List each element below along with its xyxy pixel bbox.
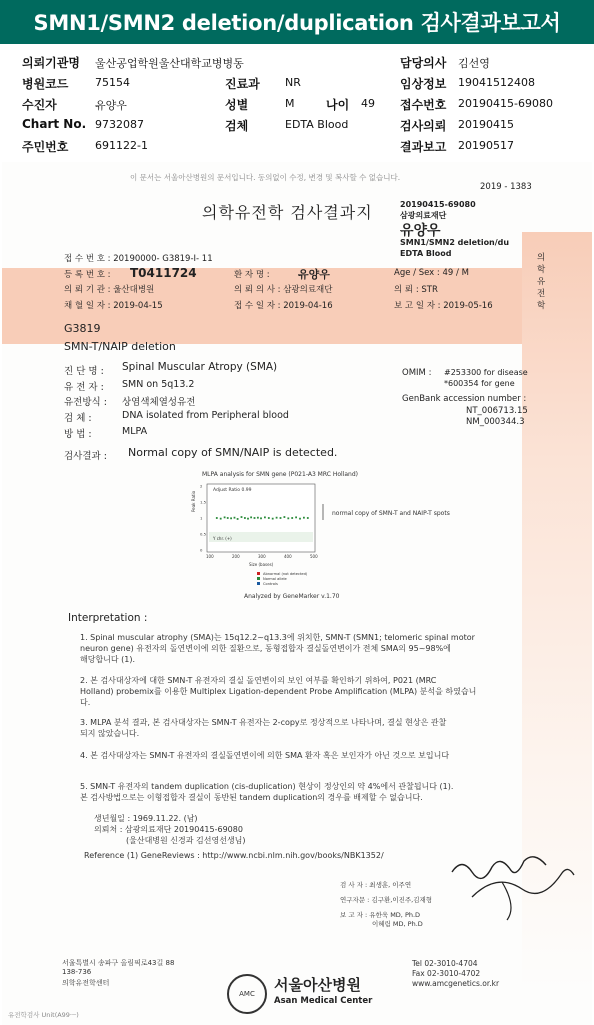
receipt-value: 20190415-69080 (458, 97, 553, 110)
chart-point (291, 517, 293, 519)
diagnosis: Spinal Muscular Atropy (SMA) (122, 361, 278, 373)
interp-5: 5. SMN-T 유전자의 tandem duplication (cis-duplication) 현상이 정상인의 약 4%에서 관찰됩니다 (1). (80, 782, 454, 791)
label-org: 삼광의료재단 (400, 211, 447, 220)
chart-point (264, 516, 266, 518)
test-code: G3819 (64, 322, 101, 335)
rrn-value: 691122-1 (95, 139, 148, 152)
interp-2b: Holland) probemix를 이용한 Multiplex Ligation-dependent Probe Amplification (MLPA) 분석을 하였습니 (80, 687, 477, 696)
patient-name: 유양우 (298, 268, 330, 281)
report-title-bar (0, 0, 594, 46)
chart-point (224, 516, 226, 518)
chart-x-tick: 200 (232, 554, 240, 559)
address-3: 의학유전학센터 (62, 979, 110, 987)
patient-value: 유양우 (95, 99, 127, 112)
chart-xlabel: Size (bases) (249, 562, 274, 567)
requesting-hospital: 의 뢰 기 관 : 울산대병원 (64, 285, 155, 295)
chart-x-tick: 300 (258, 554, 266, 559)
address-1: 서울특별시 송파구 올림픽로43길 88 (62, 959, 175, 967)
reference: Reference (1) GeneReviews : http://www.ncbi.nlm.nih.gov/books/NBK1352/ (84, 851, 384, 860)
report-date: 보 고 일 자 : 2019-05-16 (394, 301, 493, 311)
rrn-label: 주민번호 (22, 140, 69, 154)
method: MLPA (122, 426, 148, 437)
chart-x-tick: 500 (310, 554, 318, 559)
specimen-label: 검체 (225, 119, 249, 133)
clinical-value: 19041512408 (458, 76, 535, 89)
patient-label: 수진자 (22, 98, 57, 112)
inheritance: 상염색체열성유전 (122, 397, 196, 408)
requester: 의뢰처 : 삼광의료재단 20190415-69080 (94, 825, 243, 834)
specimen-value: EDTA Blood (285, 118, 349, 131)
chart-no-label: Chart No. (22, 117, 87, 131)
receive-date: 접 수 일 자 : 2019-04-16 (234, 301, 333, 311)
legend-swatch-abnormal (257, 572, 260, 575)
watermark-text: 이 문서는 서울아산병원의 문서입니다. 동의없이 수정, 변경 및 복사할 수 없습니다. (130, 173, 401, 182)
omim-disease: #253300 for disease (444, 368, 528, 377)
institution-value: 울산공업학원울산대학교병병동 (95, 57, 244, 70)
result-text: Normal copy of SMN/NAIP is detected. (128, 446, 338, 459)
interp-2c: 다. (80, 698, 91, 707)
request-label: 검사의뢰 (400, 119, 447, 133)
chart-point (299, 518, 301, 520)
chart-ylabel: Peak Ratio (191, 490, 196, 512)
interp-5b: 본 검사방법으로는 이형접합자 결실이 동반된 tandem duplication의 경우를 배제할 수 없습니다. (80, 793, 423, 802)
address-2: 138-736 (62, 968, 92, 976)
requesting-doctor: 의 뢰 의 사 : 삼광의료재단 (234, 285, 333, 295)
chart-point (216, 517, 218, 519)
sex-value: M (285, 97, 295, 110)
doctor-value: 김선영 (458, 57, 490, 70)
chart-point (227, 517, 229, 519)
chart-y-tick: 0 (200, 547, 203, 553)
doc-title: 의학유전학 검사결과지 (202, 203, 373, 222)
age-label: 나이 (326, 98, 350, 112)
chart-y-tick: 1 (200, 515, 203, 521)
registration-number: T0411724 (130, 266, 197, 280)
chart-y-tick: 2 (200, 483, 203, 489)
chart-point (244, 517, 246, 519)
request-value: 20190415 (458, 118, 514, 131)
mlpa-chart (187, 482, 387, 606)
specimen-label-scan: 검 체 : (64, 413, 92, 424)
age-value: 49 (361, 97, 375, 110)
scanned-report (2, 162, 592, 1025)
genbank-nt: NT_006713.15 (466, 406, 528, 416)
researcher: 연구자문 : 김구환,이진주,김재형 (340, 896, 433, 904)
chart-x-tick: 100 (206, 554, 214, 559)
chart-point (287, 517, 289, 519)
asan-logo-icon: AMC (227, 974, 267, 1014)
chart-ychr-note: Y chr. (+) (213, 536, 232, 541)
chart-note: normal copy of SMN-T and NAIP-T spots (332, 510, 450, 517)
legend-normal: Normal allele (263, 577, 287, 581)
birth-date: 생년월일 : 1969.11.22. (남) (94, 814, 198, 823)
gene: SMN on 5q13.2 (122, 379, 195, 390)
legend-controls: Controls (263, 582, 278, 586)
interp-2: 2. 본 검사대상자에 대한 SMN-T 유전자의 결실 돌연변이의 보인 여부를 확인하기 위하여, P021 (MRC (80, 676, 437, 685)
interp-1: 1. Spinal muscular atrophy (SMA)는 15q12.2~q13.3에 위치한, SMN-T (SMN1; telomeric spinal motor (80, 633, 475, 642)
genbank-label: GenBank accession number : (402, 394, 527, 404)
chart-point (247, 518, 249, 520)
analyzed-by: Analyzed by GeneMarker v.1.70 (244, 593, 340, 600)
report-value: 20190517 (458, 139, 514, 152)
requester-detail: (울산대병원 신경과 김선영선생님) (126, 836, 246, 845)
chart-point (284, 516, 286, 518)
omim-label: OMIM : (402, 368, 432, 378)
label-test: SMN1/SMN2 deletion/du (400, 238, 510, 247)
hospital-name: 서울아산병원 (274, 976, 361, 994)
interp-1c: 해당합니다 (1). (80, 655, 136, 664)
chart-point (272, 518, 274, 520)
report-header (0, 48, 594, 160)
dept-value: NR (285, 76, 301, 89)
sex-label: 성별 (225, 98, 249, 112)
chart-no-value: 9732087 (95, 118, 144, 131)
label-specimen: EDTA Blood (400, 249, 452, 258)
interp-4: 4. 본 검사대상자는 SMN-T 유전자의 결실돌연변이에 의한 SMA 환자 혹은 보인자가 아닌 것으로 보입니다 (80, 751, 450, 760)
ward: 의 뢰 : STR (394, 285, 438, 295)
chart-point (280, 517, 282, 519)
website: www.amcgenetics.or.kr (412, 979, 500, 988)
report-title: SMN1/SMN2 deletion/duplication 검사결과보고서 (33, 11, 561, 35)
result-label: 검사결과 : (64, 451, 107, 462)
interp-3: 3. MLPA 분석 결과, 본 검사대상자는 SMN-T 유전자는 2-copy로 정상적으로 나타나며, 결실 현상은 관찰 (80, 718, 447, 727)
reporter-2: 이혜림 MD, Ph.D (372, 920, 423, 928)
chart-point (257, 517, 259, 519)
hospital-code-label: 병원코드 (22, 77, 69, 91)
chart-point (295, 516, 297, 518)
collect-date: 채 혈 일 자 : 2019-04-15 (64, 301, 163, 311)
receipt-number: 접 수 번 호 : 20190000- G3819-I- 11 (64, 254, 213, 264)
chart-x-tick: 400 (284, 554, 292, 559)
tel: Tel 02-3010-4704 (412, 959, 478, 968)
chart-y-tick: 0.5 (200, 531, 207, 537)
fax: Fax 02-3010-4702 (412, 969, 481, 978)
chart-point (260, 517, 262, 519)
legend-swatch-normal (257, 577, 260, 580)
signature-image (432, 852, 582, 922)
label-no: 20190415-69080 (400, 200, 476, 209)
genbank-nm: NM_000344.3 (466, 417, 525, 427)
chart-point (268, 517, 270, 519)
omim-gene: *600354 for gene (444, 379, 515, 388)
age-sex: Age / Sex : 49 / M (394, 268, 469, 278)
footer-left: 유전학검사 Unit(A99ㅡ) (8, 1011, 79, 1019)
side-text: 의학유전학 (537, 253, 546, 311)
doctor-label: 담당의사 (400, 56, 447, 70)
clinical-label: 임상정보 (400, 77, 447, 91)
chart-point (254, 517, 256, 519)
chart-point (220, 518, 222, 520)
chart-y-tick: 1.5 (200, 499, 207, 505)
doc-number: 2019 - 1383 (480, 182, 532, 192)
institution-label: 의뢰기관명 (22, 56, 80, 70)
test-name: SMN-T/NAIP deletion (64, 340, 176, 353)
hospital-name-en: Asan Medical Center (274, 996, 373, 1006)
legend-swatch-controls (257, 582, 260, 585)
diagnosis-label: 진 단 명 : (64, 366, 104, 377)
chart-point (230, 517, 232, 519)
reporter: 보 고 자 : 유한욱 MD, Ph.D (340, 911, 421, 919)
label-name: 유양우 (400, 223, 441, 239)
chart-point (234, 517, 236, 519)
chart-adjust-ratio: Adjust Ratio 0.99 (213, 488, 252, 493)
patient-name-label: 환 자 명 : (234, 270, 270, 280)
interpretation-title: Interpretation : (68, 612, 148, 624)
chart-point (237, 518, 239, 520)
chart-point (303, 517, 305, 519)
registration-label: 등 록 번 호 : (64, 270, 111, 280)
examiner: 검 사 자 : 최생훈, 이주연 (340, 881, 412, 889)
specimen-scan: DNA isolated from Peripheral blood (122, 410, 289, 421)
report-label: 결과보고 (400, 140, 447, 154)
chart-point (276, 517, 278, 519)
inheritance-label: 유전방식 : (64, 397, 107, 408)
chart-point (250, 516, 252, 518)
chart-point (307, 517, 309, 519)
interp-3b: 되지 않았습니다. (80, 729, 140, 738)
chart-title: MLPA analysis for SMN gene (P021-A3 MRC Holland) (202, 471, 358, 478)
chart-point (241, 516, 243, 518)
dept-label: 진료과 (225, 77, 260, 91)
gene-label: 유 전 자 : (64, 382, 104, 393)
receipt-label: 접수번호 (400, 98, 447, 112)
legend-abnormal: Abnormal (not detected) (263, 572, 308, 576)
interp-1b: neuron gene) 유전자의 돌연변이에 의한 질환으로, 동형접합자 결실돌연변이가 전체 SMA의 95~98%에 (80, 644, 451, 653)
method-label: 방 법 : (64, 429, 92, 440)
hospital-code-value: 75154 (95, 76, 130, 89)
